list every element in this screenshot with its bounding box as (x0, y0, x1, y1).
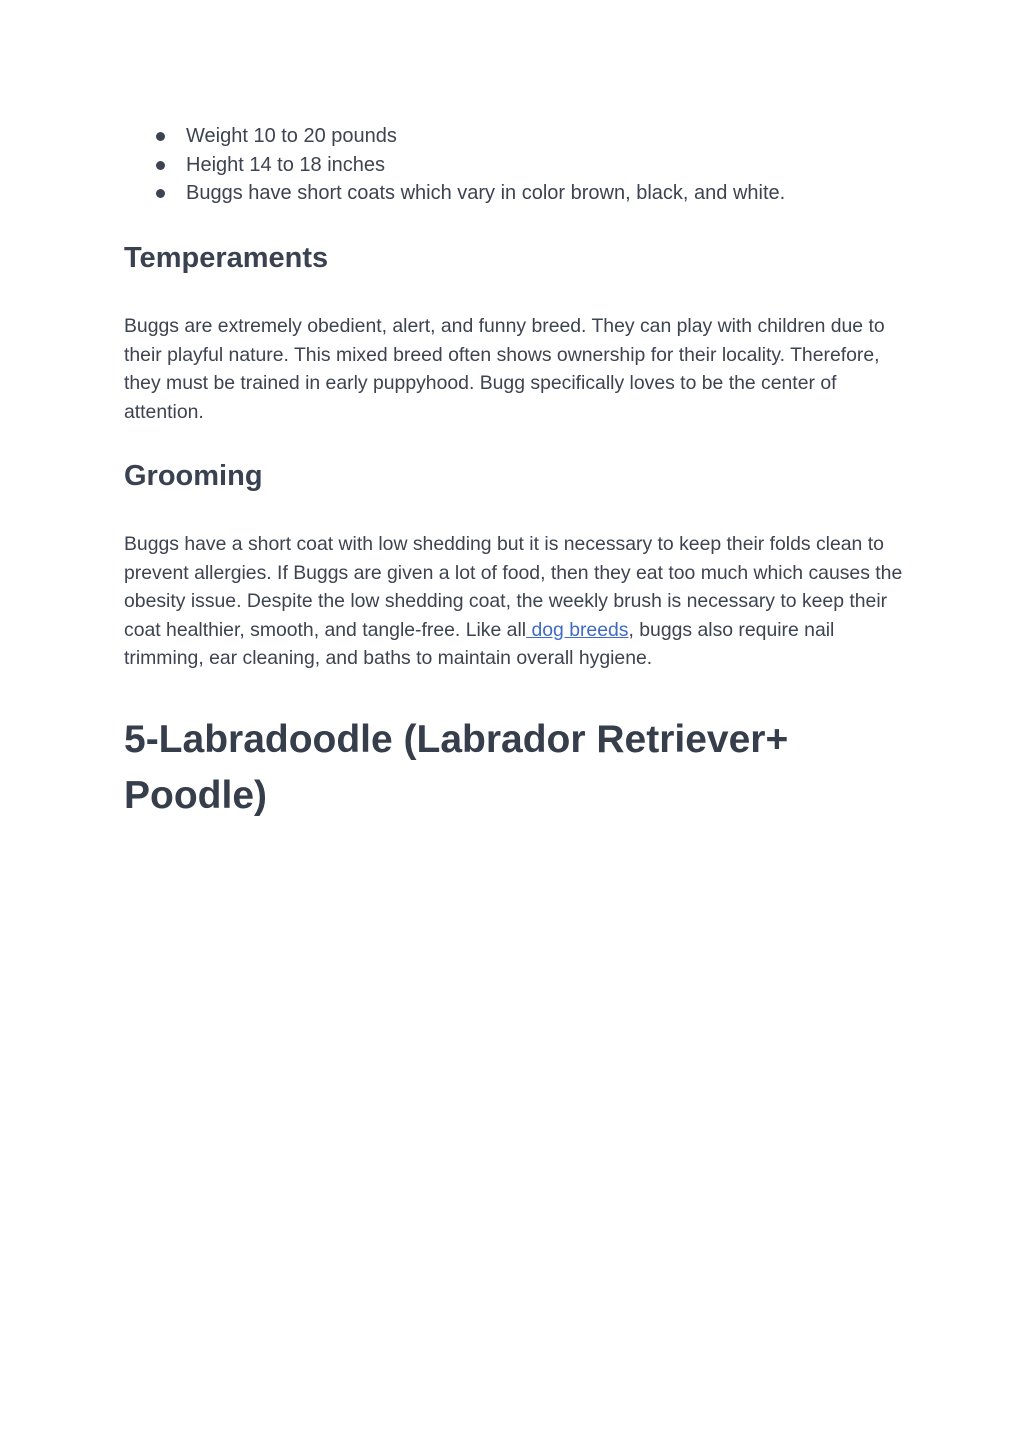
list-item (152, 151, 914, 180)
labradoodle-section-title: 5-Labradoodle (Labrador Retriever+ Poodle) (124, 718, 789, 817)
list-item-text: Buggs have short coats which vary in color brown, black, and white. (186, 182, 786, 204)
dog-breeds-link[interactable]: dog breeds (526, 618, 629, 641)
bullet-icon (156, 189, 165, 198)
temperaments-heading: Temperaments (124, 242, 329, 274)
bullet-icon (156, 161, 165, 170)
list-item-text: Weight 10 to 20 pounds (186, 125, 397, 147)
grooming-text-end: , buggs also require nail trimming, ear cleaning, and baths to maintain overall hygiene. (124, 618, 835, 669)
breed-facts-list (152, 122, 914, 208)
list-item-text: Height 14 to 18 inches (186, 153, 386, 176)
grooming-heading: Grooming (124, 460, 263, 492)
temperaments-paragraph: Buggs are extremely obedient, alert, and funny breed. They can play with children due to their playful nature. This mixed breed often shows ownership for their locality. Therefore, they must be trained in early puppyhood. Bugg specifically loves to be the center of attention. (124, 315, 885, 423)
grooming-paragraph (124, 530, 914, 673)
grooming-text-start: Buggs have a short coat with low shedding but it is necessary to keep their folds clean to prevent allergies. If Buggs are given a lot of food, then they eat too much which causes the obesity issue. Despite the low shedding coat, the weekly brush is necessary to keep their coat healthier, smooth, and tangle-free. Like all (124, 533, 903, 641)
bullet-icon (156, 132, 165, 141)
list-item (152, 122, 914, 151)
list-item (152, 179, 914, 208)
